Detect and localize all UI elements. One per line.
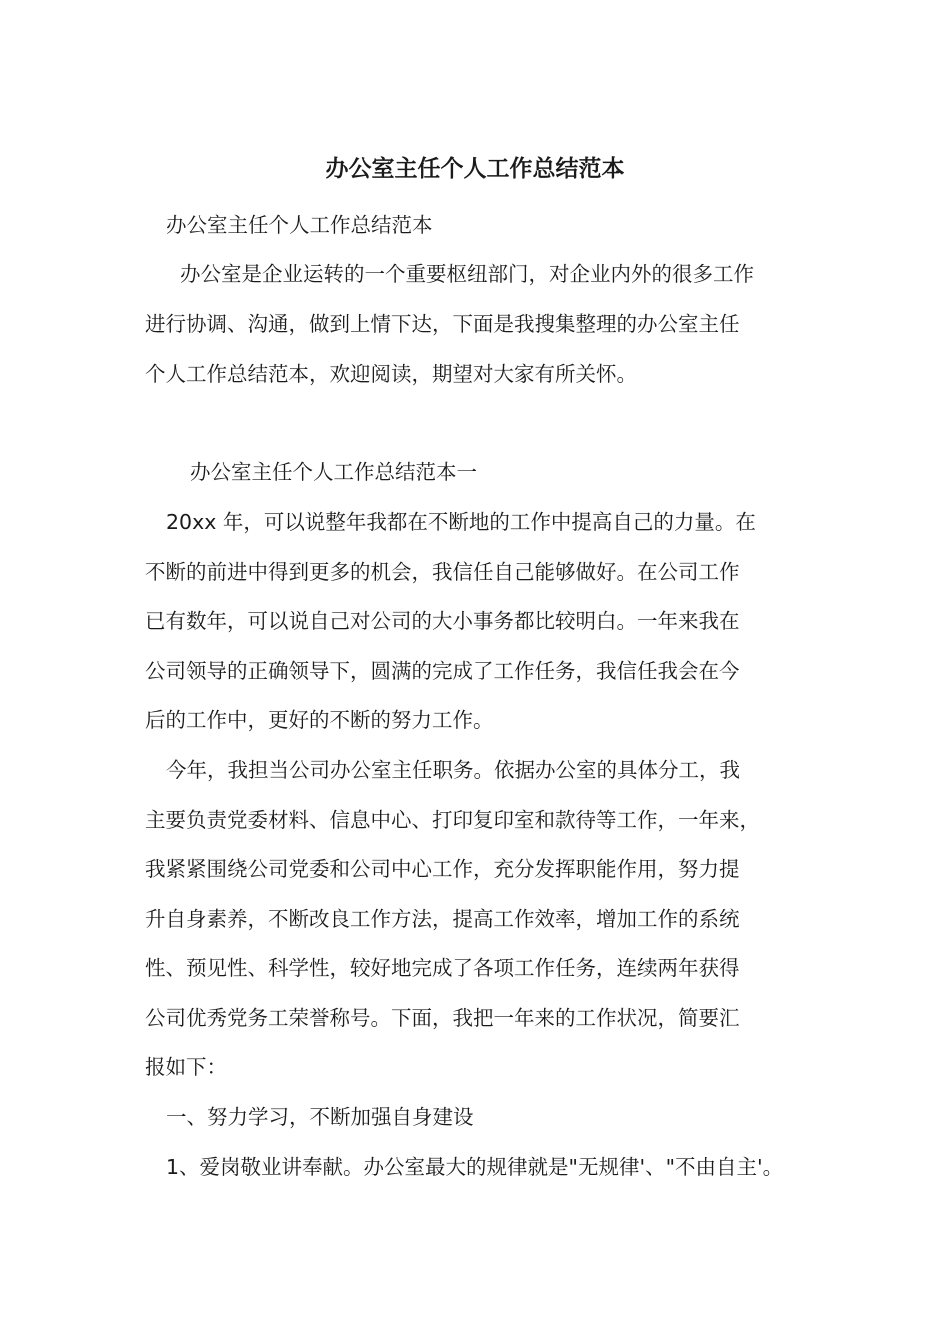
paragraph-3-line-1: 1、爱岗敬业讲奉献。办公室最大的规律就是"无规律'、"不由自主'。 (166, 1155, 784, 1179)
paragraph-2-line-1: 今年，我担当公司办公室主任职务。依据办公室的具体分工，我 (166, 758, 740, 782)
paragraph-2-line-6: 公司优秀党务工荣誉称号。下面，我把一年来的工作状况，简要汇 (145, 1006, 740, 1030)
intro-line-1: 办公室是企业运转的一个重要枢纽部门，对企业内外的很多工作 (180, 262, 754, 286)
paragraph-2-line-5: 性、预见性、科学性，较好地完成了各项工作任务，连续两年获得 (145, 956, 740, 980)
subtitle-line: 办公室主任个人工作总结范本 (166, 213, 433, 237)
intro-line-2: 进行协调、沟通，做到上情下达，下面是我搜集整理的办公室主任 (145, 312, 740, 336)
paragraph-1-line-3: 已有数年，可以说自己对公司的大小事务都比较明白。一年来我在 (145, 609, 740, 633)
section-heading-2: 一、努力学习，不断加强自身建设 (166, 1105, 474, 1129)
paragraph-1-line-5: 后的工作中，更好的不断的努力工作。 (145, 708, 494, 732)
document-title: 办公室主任个人工作总结范本 (325, 155, 625, 182)
section-heading-1: 办公室主任个人工作总结范本一 (190, 460, 477, 484)
paragraph-2-line-4: 升自身素养，不断改良工作方法，提高工作效率，增加工作的系统 (145, 907, 740, 931)
paragraph-1-line-4: 公司领导的正确领导下，圆满的完成了工作任务，我信任我会在今 (145, 659, 740, 683)
intro-line-3: 个人工作总结范本，欢迎阅读，期望对大家有所关怀。 (145, 362, 637, 386)
paragraph-1-line-1: 20xx 年，可以说整年我都在不断地的工作中提高自己的力量。在 (166, 510, 756, 534)
paragraph-2-line-2: 主要负责党委材料、信息中心、打印复印室和款待等工作，一年来， (145, 808, 760, 832)
paragraph-2-line-3: 我紧紧围绕公司党委和公司中心工作，充分发挥职能作用，努力提 (145, 857, 740, 881)
paragraph-2-line-7: 报如下： (145, 1055, 227, 1079)
paragraph-1-line-2: 不断的前进中得到更多的机会，我信任自己能够做好。在公司工作 (145, 560, 740, 584)
